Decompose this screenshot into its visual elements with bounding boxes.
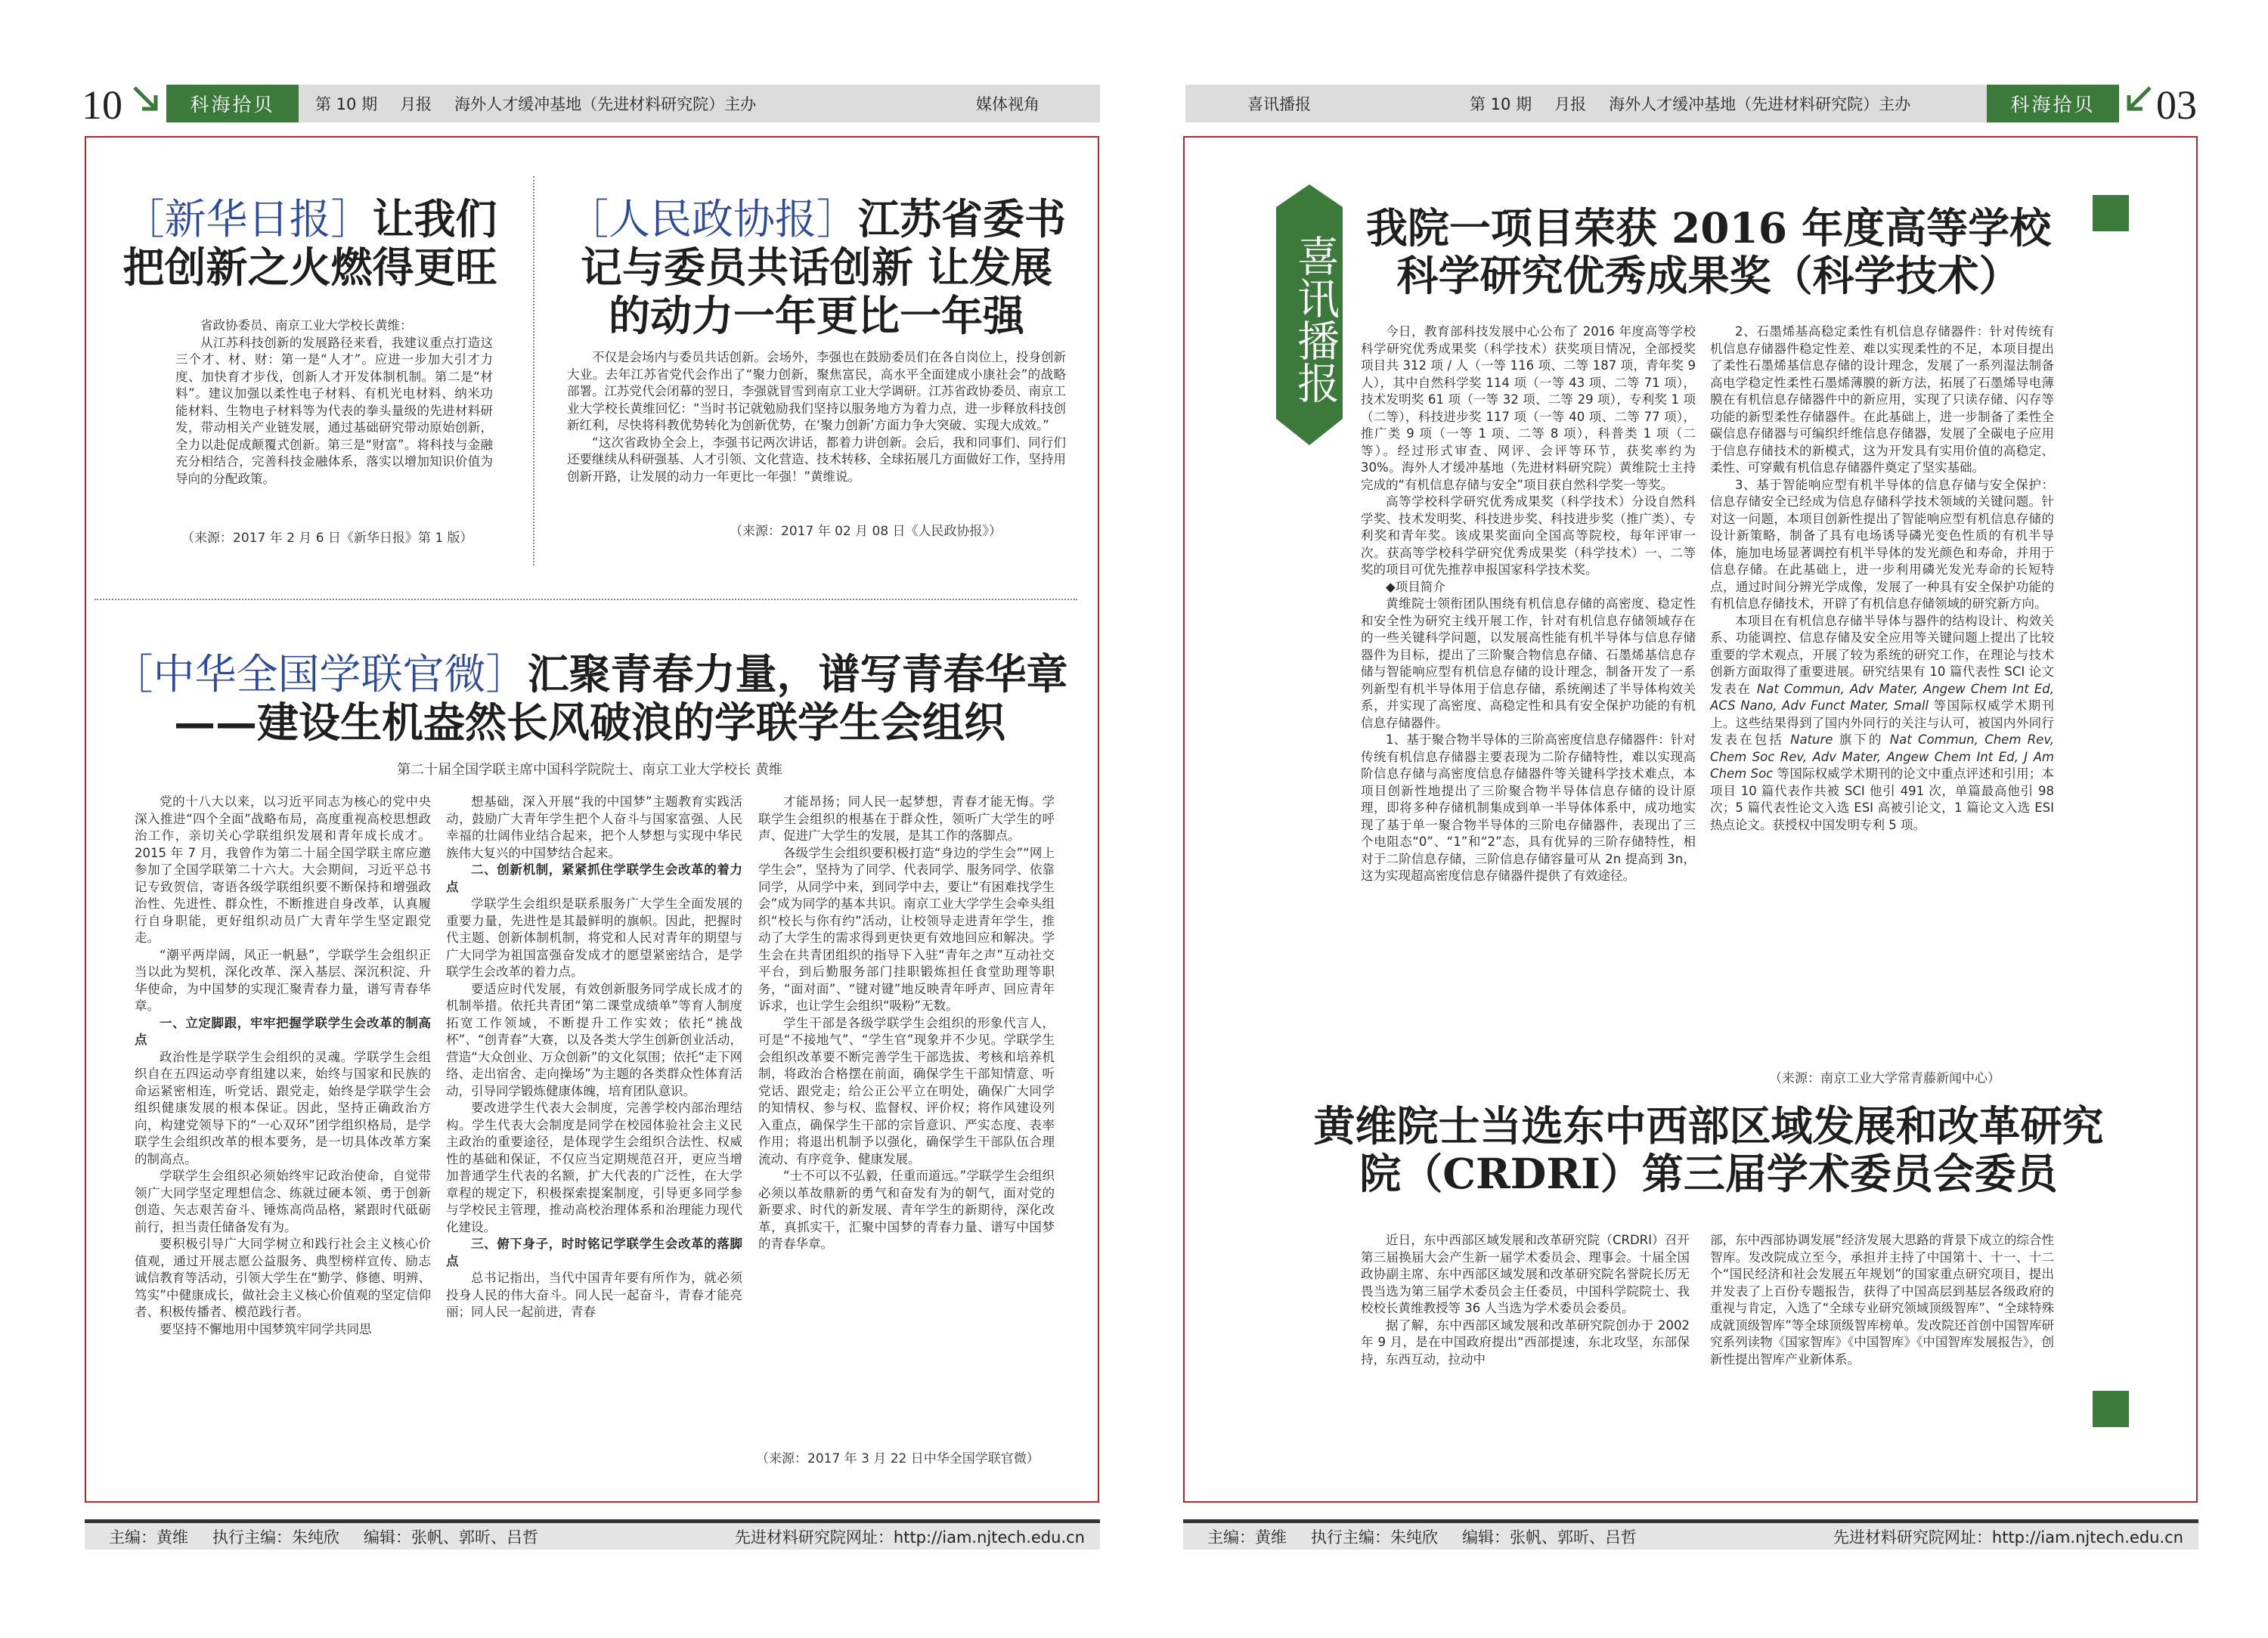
article-source: （来源：2017 年 02 月 08 日《人民政协报》） bbox=[730, 524, 1002, 539]
footer-right bbox=[1183, 1519, 2198, 1550]
article-title: 我院一项目荣获 2016 年度高等学校 科学研究优秀成果奖（科学技术） bbox=[1365, 203, 2052, 301]
chief-editor: 主编：黄维 bbox=[1207, 1528, 1287, 1547]
sponsor-label: 海外人才缓冲基地（先进材料研究院）主办 bbox=[1609, 95, 1911, 113]
editors: 编辑：张帆、郭昕、吕哲 bbox=[1462, 1528, 1637, 1547]
article-title: 黄维院士当选东中西部区域发展和改革研究 院（CRDRI）第三届学术委员会委员 bbox=[1313, 1101, 2104, 1199]
article-column: 党的十八大以来，以习近平同志为核心的党中央深入推进“四个全面”战略布局，高度重视高校思想政治工作，亲切关心学联组织发展和青年成长成才。2015 年 7 月，我曾作为第二十届全国学联主席应邀参加了全国学联第二十六大。大会期间，习近平总书记专致贺信，寄语各级学联组织要不断保持和增强政治性、先进性、群众性，不断推进自身改革，认真履行自身职能，更好组织动员广大青年学生坚定跟党走。 “潮平两岸阔，风正一帆悬”，学联学生会组织正当以此为契机，深化改革、深入基层、深沉积淀、升华使命，为中国梦的实现汇聚青春力量，谱写青春华章。 一、立定脚跟，牢牢把握学联学生会改革的制高点 政治性是学联学生会组织的灵魂。学联学生会组织自在五四运动亭育组建以来，始终与国家和民族的命运紧密相连，听党话、跟党走，始终是学联学生会组织健康发展的根本保证。因此，坚持正确政治方向，构建党领导下的“一心双环”团学组织格局，是学联学生会组织改革的根本要务，是一切具体改革方案的制高点。 学联学生会组织必须始终牢记政治使命，自觉带领广大同学坚定理想信念、练就过硬本领、勇于创新创造、矢志艰苦奋斗、锤炼高尚品格，紧跟时代砥砺前行，担当责任储备发有为。 要积极引导广大同学树立和践行社会主义核心价值观，通过开展志愿公益服务、典型榜样宣传、励志诚信教育等活动，引领大学生在“勤学、修德、明辨、笃实”中健康成长，做社会主义核心价值观的坚定信仰者、积极传播者、模范践行者。 要坚持不懈地用中国梦筑牢同学共同思 bbox=[135, 794, 431, 1336]
footer-left bbox=[85, 1519, 1100, 1550]
article-column: 近日，东中西部区域发展和改革研究院（CRDRI）召开第三届换届大会产生新一届学术委员会、理事会。十届全国政协副主席、东中西部区域发展和改革研究院名誉院长厉无畏当选为第三届学术委员会主任委员，中国科学院院士、我校校长黄维教授等 36 人当选为学术委员会委员。 据了解，东中西部区域发展和改革研究院创办于 2002 年 9 月，是在中国政府提出“西部提速，东北攻坚，东部保持，东西互动，拉动中 bbox=[1361, 1233, 1690, 1367]
article-column: 部，东中西部协调发展”经济发展大思路的背景下成立的综合性智库。发改院成立至今，承担并主持了中国第十、十一、十二个“国民经济和社会发展五年规划”的国家重点研究项目，提出并发表了上百份专题报告，获得了中国高层到基层各级政府的重视与肯定，入选了“全球专业研究领域顶级智库”、“全球特殊成就顶级智库”等全球顶级智库榜单。发改院还首创中国智库研究系列读物《国家智库》《中国智库》《中国智库发展报告》，创新性提出智库产业新体系。 bbox=[1710, 1233, 2054, 1367]
article-title: ［新华日报］让我们 把创新之火燃得更旺 bbox=[122, 194, 497, 293]
issue-label: 第 10 期 bbox=[1470, 95, 1532, 113]
page-number-left: 10 bbox=[82, 82, 122, 128]
chief-editor: 主编：黄维 bbox=[109, 1528, 188, 1547]
arrow-down-right-icon bbox=[130, 83, 163, 116]
article-column: 才能昂扬；同人民一起梦想，青春才能无悔。学联学生会组织的根基在于群众性，领听广大学生的呼声、促进广大学生的发展，是其工作的落脚点。 各级学生会组织要积极打造“身边的学生会”“网上学生会”，坚持为了同学、代表同学、服务同学、依靠同学，从同学中来，到同学中去，要让“有困难找学生会”成为同学的基本共识。南京工业大学学生会牵头组织“校长与你有约”活动，让校领导走进青年学生，推动了大学生的需求得到更快更有效地回应和解决。学生会在共青团组织的指导下入驻“青年之声”互动社交平台，到后勤服务部门挂职锻炼担任食堂助理等职务，“面对面”、“键对键”地反映青年呼声、回应青年诉求，也让学生会组织“吸粉”无数。 学生干部是各级学联学生会组织的形象代言人，可是“不接地气”、“学生官”现象并不少见。学联学生会组织改革要不断完善学生干部选拔、考核和培养机制，将政治合格摆在前面，确保学生干部知情意、听党话、跟党走；给公正公平立在明处，确保广大同学的知情权、参与权、监督权、评价权；将作风建设列入重点，确保学生干部的宗旨意识、严实态度、表率作用；将退出机制予以强化，确保学生干部队伍合理流动、有序竞争、健康发展。 “士不可以不弘毅，任重而道远。”学联学生会组织必须以革故鼎新的勇气和奋发有为的朝气，面对党的新要求、时代的新发展、青年学生的新期待，深化改革，真抓实干，汇聚中国梦的青春力量、谱写中国梦的青春华章。 bbox=[758, 794, 1055, 1251]
article-column: 想基础，深入开展“我的中国梦”主题教育实践活动，鼓励广大青年学生把个人奋斗与国家富强、人民幸福的壮阔伟业结合起来，把个人梦想与实现中华民族伟大复兴的中国梦结合起来。 二、创新机制，紧紧抓住学联学生会改革的着力点 学联学生会组织是联系服务广大学生全面发展的重要力量，先进性是其最鲜明的旗帜。因此，把握时代主题、创新体制机制，将党和人民对青年的期望与广大同学为祖国富强奋发成才的愿望紧密结合，是学联学生会改革的着力点。 要适应时代发展，有效创新服务同学成长成才的机制举措。依托共青团“第二课堂成绩单”等育人制度拓宽工作领域，不断提升工作实效；依托“挑战杯”、“创青春”大赛，以及各类大学生创新创业活动，营造“大众创业、万众创新”的文化氛围；依托“走下网络、走出宿舍、走向操场”为主题的各类群众性体育活动，引导同学锻炼健康体魄，培育团队意识。 要改进学生代表大会制度，完善学校内部治理结构。学生代表大会制度是同学在校园体验社会主义民主政治的重要途径，是体现学生会组织合法性、权威性的基础和保证，不仅应当定期规范召开，更应当增加普通学生代表的名额，扩大代表的广泛性，在大学章程的规定下，积极探索提案制度，引导更多同学参与学校民主管理，推动高校治理体系和治理能力现代化建设。 三、俯下身子，时时铭记学联学生会改革的落脚点 总书记指出，当代中国青年要有所作为，就必须投身人民的伟大奋斗。同人民一起奋斗，青春才能亮丽；同人民一起前进，青春 bbox=[446, 794, 742, 1319]
article-source: （来源：南京工业大学常青藤新闻中心） bbox=[1769, 1071, 2000, 1086]
article-source: （来源：2017 年 3 月 22 日中华全国学联官微） bbox=[756, 1451, 1040, 1466]
website-link[interactable]: 先进材料研究院网址：http://iam.njtech.edu.cn bbox=[1833, 1528, 2183, 1547]
header-bar-left bbox=[166, 85, 1100, 122]
logo: 科海拾贝 bbox=[166, 85, 299, 122]
side-tag: 喜讯播报 bbox=[1290, 234, 1340, 404]
article-body: 不仅是会场内与委员共话创新。会场外，李强也在鼓励委员们在各自岗位上，投身创新大业。去年江苏省党代会作出了“聚力创新，聚焦富民，高水平全面建成小康社会”的战略部署。江苏党代会闭幕的翌日，李强就冒雪到南京工业大学调研。江苏省政协委员、南京工业大学校长黄维回忆：“当时书记就勉励我们坚持以服务地方为着力点，进一步释放科技创新红利，尽快将科教优势转化为创新优势，在‘聚力创新’方面力争大突破、实现大成效。” “这次省政协全会上，李强书记两次讲话，都着力讲创新。会后，我和同事们、同行们还要继续从科研强基、人才引领、文化营造、技术转移、全球拓展几方面做好工作，坚持用创新开路，让发展的动力一年更比一年强！”黄维说。 bbox=[567, 350, 1066, 484]
article-title: ［中华全国学联官微］汇聚青春力量，谱写青春华章 ——建设生机盎然长风破浪的学联学生会组织 bbox=[111, 649, 1068, 748]
column-divider bbox=[533, 176, 534, 565]
page-number-right: 03 bbox=[2156, 82, 2197, 128]
green-square-icon bbox=[2093, 195, 2129, 231]
frequency-label: 月报 bbox=[1554, 95, 1587, 113]
logo: 科海拾贝 bbox=[1987, 85, 2119, 122]
article-title: ［人民政协报］江苏省委书 记与委员共话创新 让发展 的动力一年更比一年强 bbox=[566, 194, 1067, 340]
article-body: 省政协委员、南京工业大学校长黄维： 从江苏科技创新的发展路径来看，我建议重点打造这三个才、材、财：第一是“人才”。应进一步加大引才力度、加快育才步伐，创新人才开发体制机制。第二是“材料”。建议加强以柔性电子材料、有机光电材料、纳米功能材料、生物电子材料等为代表的拳头量级的先进材料研发，带动相关产业链发展，通过基础研究带动原始创新，全力以赴促成颠覆式创新。第三是“财富”。将科技与金融充分相结合，完善科技金融体系，落实以增加知识价值为导向的分配政策。 bbox=[175, 318, 493, 486]
article-column: 今日，教育部科技发展中心公布了 2016 年度高等学校科学研究优秀成果奖（科学技术）获奖项目情况，全部授奖项目共 312 项 / 人（一等 116 项、二等 187 项，青年奖 9 人），其中自然科学奖 114 项（一等 43 项、二等 71 项），技术发明奖 61 项（一等 32 项、二等 29 项），专利奖 1 项（二等），科技进步奖 117 项（一等 40 项、二等 77 项），推广类 9 项（一等 1 项、二等 8 项），科普类 1 项（二等）。经过形式审查、网评、会评等环节，获奖率约为 30%。海外人才缓冲基地（先进材料研究院）黄维院士主持完成的“有机信息存储与安全”项目获自然科学奖一等奖。 高等学校科学研究优秀成果奖（科学技术）分设自然科学奖、技术发明奖、科技进步奖、科技进步奖（推广类）、专利奖和青年奖。该成果奖面向全国高等院校，每年评审一次。获高等学校科学研究优秀成果奖（科学技术）一、二等奖的项目可优先推荐申报国家科学技术奖。 ◆项目简介 黄维院士领衔团队围绕有机信息存储的高密度、稳定性和安全性为研究主线开展工作，针对有机信息存储领域存在的一些关键科学问题，以发展高性能有机半导体与信息存储器件为目标，提出了三阶聚合物信息存储、石墨烯基信息存储与智能响应型有机信息存储的设计理念，制备开发了一系列新型有机半导体用于信息存储，系统阐述了半导体构效关系，并实现了高密度、高稳定性和具有安全保护功能的有机信息存储器件。 1、基于聚合物半导体的三阶高密度信息存储器件：针对传统有机信息存储器主要表现为二阶存储特性，难以实现高阶信息存储与高密度信息存储器件等关键科学技术难点，本项目创新性地提出了三阶聚合物半导体信息存储的设计原理，即将多种存储机制集成到单一半导体体系中，成功地实现了基于单一聚合物半导体的三阶电存储器件，表现出了三个电阻态“0”、“1”和“2”态，具有优异的三阶存储特性，相对于二阶信息存储，三阶信息存储容量可从 2n 提高到 3n，这为实现超高密度信息存储器件提供了有效途径。 bbox=[1361, 324, 1696, 883]
article-source: （来源：2017 年 2 月 6 日《新华日报》第 1 版） bbox=[181, 531, 473, 546]
section-label: 媒体视角 bbox=[976, 95, 1040, 113]
green-square-icon bbox=[2093, 1391, 2129, 1427]
header-bar-right bbox=[1185, 85, 2119, 122]
sponsor-label: 海外人才缓冲基地（先进材料研究院）主办 bbox=[454, 95, 757, 113]
exec-editor: 执行主编：朱纯欣 bbox=[1311, 1528, 1438, 1547]
byline: 第二十届全国学联主席中国科学院院士、南京工业大学校长 黄维 bbox=[397, 762, 782, 778]
exec-editor: 执行主编：朱纯欣 bbox=[212, 1528, 339, 1547]
section-divider bbox=[94, 599, 1077, 600]
frequency-label: 月报 bbox=[400, 95, 432, 113]
article-column: 2、石墨烯基高稳定柔性有机信息存储器件：针对传统有机信息存储器件稳定性差、难以实现柔性的不足，本项目提出了柔性石墨烯基信息存储的设计理念，发展了一系列湿法制备高电学稳定性柔性石墨烯薄膜的新方法，拓展了石墨烯导电薄膜在有机信息存储器件中的新应用，实现了只读存储、闪存等功能的新型柔性存储器件。在此基础上，进一步制备了柔性全碳信息存储器与可编织纤维信息存储器，发展了全碳电子应用于信息存储技术的新模式，这为开发具有实用价值的高稳定、柔性、可穿戴有机信息存储器件奠定了坚实基础。 3、基于智能响应型有机半导体的信息存储与安全保护：信息存储安全已经成为信息存储科学技术领域的关键问题。针对这一问题，本项目创新性提出了智能响应型有机信息存储的设计新策略，制备了具有电场诱导磷光变色性质的有机半导体，施加电场显著调控有机半导体的发光颜色和寿命，并用于信息存储。在此基础上，进一步利用磷光发光寿命的长短特点，通过时间分辨光学成像，发展了一种具有安全保护功能的有机信息存储技术，开辟了有机信息存储领域的研究新方向。 本项目在有机信息存储半导体与器件的结构设计、构效关系、功能调控、信息存储及安全应用等关键问题上提出了比较重要的学术观点，开展了较为系统的研究工作，在理论与技术创新方面取得了重要进展。研究结果有 10 篇代表性 SCI 论文发表在 Nat Commun, Adv Mater, Angew Chem Int Ed, ACS Nano, Adv Funct Mater, Small 等国际权威学术期刊上。这些结果得到了国内外同行的关注与认可，被国内外同行发表在包括 Nature 旗下的 Nat Commun, Chem Rev, Chem Soc Rev, Adv Mater, Angew Chem Int Ed, J Am Chem Soc 等国际权威学术期刊的论文中重点评述和引用；本项目 10 篇代表作共被 SCI 他引 491 次，单篇最高他引 98 次；5 篇代表性论文入选 ESI 高被引论文，1 篇论文入选 ESI 热点论文。获授权中国发明专利 5 项。 bbox=[1710, 324, 2054, 832]
editors: 编辑：张帆、郭昕、吕哲 bbox=[364, 1528, 538, 1547]
issue-label: 第 10 期 bbox=[315, 95, 378, 113]
section-label: 喜讯播报 bbox=[1247, 95, 1311, 113]
arrow-down-left-icon bbox=[2121, 83, 2155, 116]
website-link[interactable]: 先进材料研究院网址：http://iam.njtech.edu.cn bbox=[734, 1528, 1085, 1547]
